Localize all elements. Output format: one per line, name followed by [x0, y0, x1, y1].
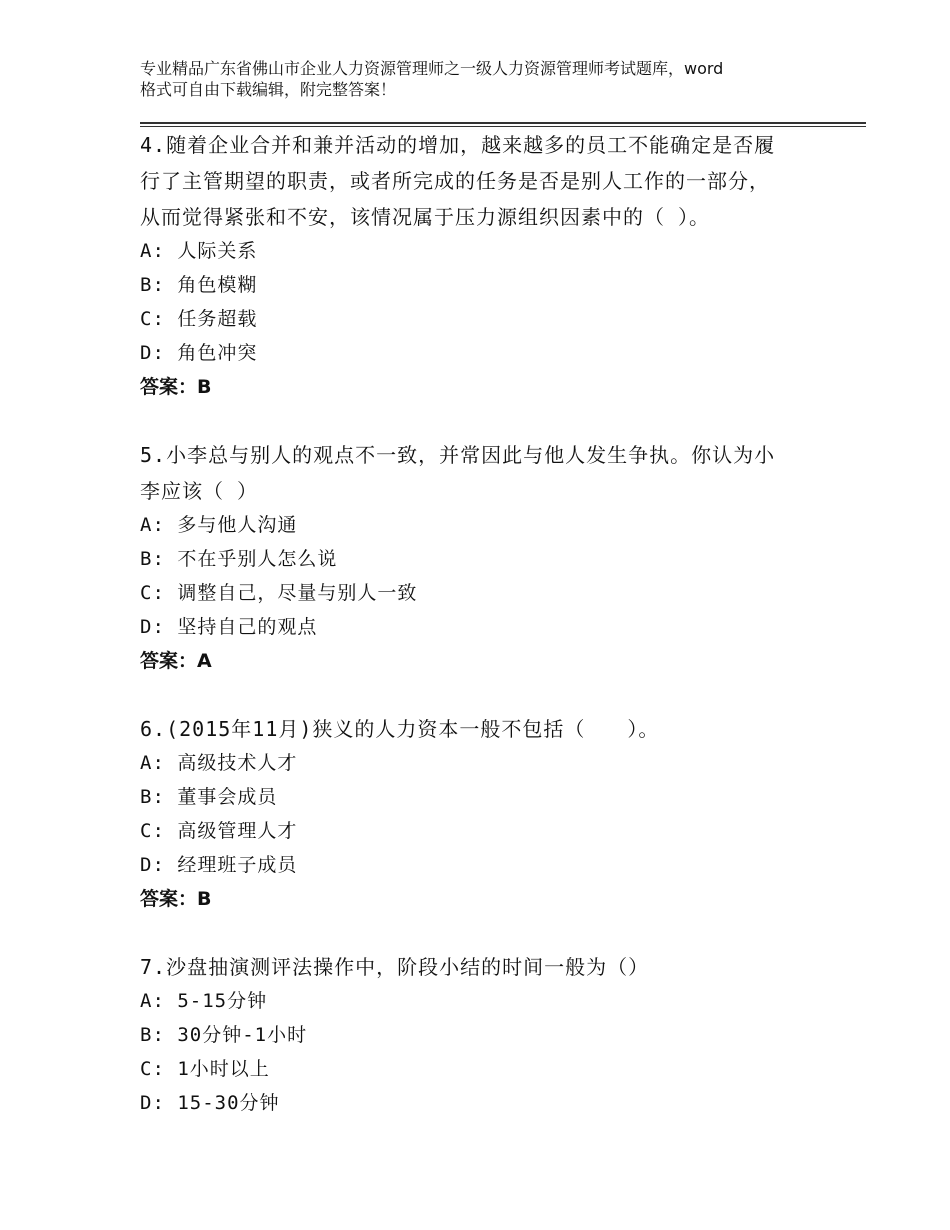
question-6 — [140, 710, 820, 916]
question-4 — [140, 126, 820, 404]
option-a: A: 5-15分钟 — [140, 990, 268, 1012]
option-b: B: 不在乎别人怎么说 — [140, 548, 338, 570]
option-c: C: 调整自己，尽量与别人一致 — [140, 582, 418, 604]
question-5 — [140, 436, 820, 678]
option-b: B: 董事会成员 — [140, 786, 278, 808]
option-a: A: 多与他人沟通 — [140, 514, 298, 536]
spacer — [140, 404, 820, 436]
answer: 答案：B — [140, 888, 212, 910]
answer: 答案：A — [140, 650, 212, 672]
option-d: D: 角色冲突 — [140, 342, 258, 364]
question-text-line: 5.小李总与别人的观点不一致，并常因此与他人发生争执。你认为小 — [140, 443, 776, 467]
header-rule-thick — [140, 122, 866, 124]
question-text-line: 4.随着企业合并和兼并活动的增加，越来越多的员工不能确定是否履 — [140, 133, 776, 157]
answer: 答案：B — [140, 376, 212, 398]
option-d: D: 15-30分钟 — [140, 1092, 280, 1114]
option-c: C: 1小时以上 — [140, 1058, 270, 1080]
header-line-2: 格式可自由下载编辑，附完整答案！ — [140, 80, 397, 99]
question-text-line: 6.(2015年11月)狭义的人力资本一般不包括（ ）。 — [140, 717, 660, 741]
option-d: D: 经理班子成员 — [140, 854, 298, 876]
header-line-1: 专业精品广东省佛山市企业人力资源管理师之一级人力资源管理师考试题库，word — [140, 59, 724, 78]
option-c: C: 任务超载 — [140, 308, 258, 330]
option-a: A: 高级技术人才 — [140, 752, 298, 774]
spacer — [140, 916, 820, 948]
option-a: A: 人际关系 — [140, 240, 258, 262]
question-text-line: 李应该（ ） — [140, 479, 259, 503]
option-b: B: 角色模糊 — [140, 274, 258, 296]
question-list — [140, 126, 820, 1120]
option-c: C: 高级管理人才 — [140, 820, 298, 842]
option-d: D: 坚持自己的观点 — [140, 616, 318, 638]
option-b: B: 30分钟-1小时 — [140, 1024, 308, 1046]
question-text-line: 7.沙盘抽演测评法操作中，阶段小结的时间一般为（） — [140, 955, 650, 979]
spacer — [140, 678, 820, 710]
document-header — [140, 58, 840, 100]
question-text-line: 从而觉得紧张和不安，该情况属于压力源组织因素中的（ ）。 — [140, 205, 711, 229]
question-7 — [140, 948, 820, 1120]
question-text-line: 行了主管期望的职责，或者所完成的任务是否是别人工作的一部分， — [140, 169, 770, 193]
